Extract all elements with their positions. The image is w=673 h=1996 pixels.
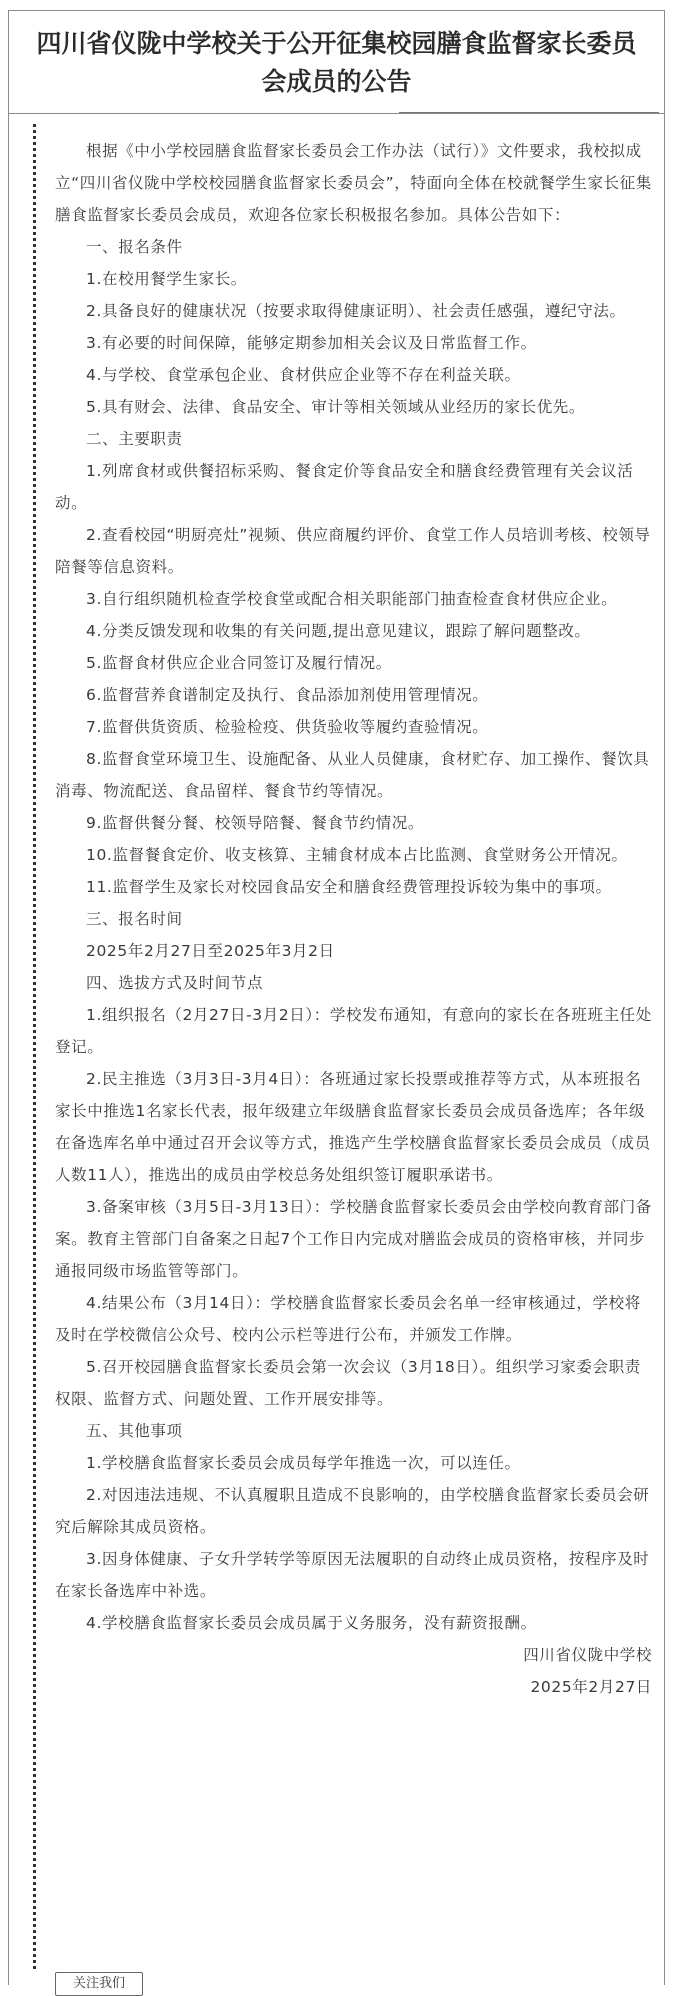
article-paragraph: 4.分类反馈发现和收集的有关问题,提出意见建议，跟踪了解问题整改。 xyxy=(86,622,591,640)
article-paragraph: 10.监督餐食定价、收支核算、主辅食材成本占比监测、食堂财务公开情况。 xyxy=(86,846,628,864)
article-paragraph: 3.有必要的时间保障，能够定期参加相关会议及日常监督工作。 xyxy=(86,334,537,352)
article-paragraph: 3.备案审核（3月5日-3月13日）：学校膳食监督家长委员会由学校向教育部门备案。教育主管部门自备案之日起7个工作日内完成对膳监会成员的资格审核，并同步通报同级市场监管等部门。 xyxy=(55,1198,652,1280)
article-paragraph: 五、其他事项 xyxy=(86,1422,183,1440)
article-paragraph: 5.具有财会、法律、食品安全、审计等相关领域从业经历的家长优先。 xyxy=(86,398,585,416)
article-paragraph: 1.组织报名（2月27日-3月2日）：学校发布通知，有意向的家长在各班班主任处登记。 xyxy=(55,1006,652,1056)
article-paragraph: 根据《中小学校园膳食监督家长委员会工作办法（试行）》文件要求，我校拟成立“四川省仪陇中学校校园膳食监督家长委员会”，特面向全体在校就餐学生家长征集膳食监督家长委员会成员，欢迎各位家长积极报名参加。具体公告如下： xyxy=(55,142,652,224)
article-paragraph: 11.监督学生及家长对校园食品安全和膳食经费管理投诉较为集中的事项。 xyxy=(86,878,612,896)
article-paragraph: 5.监督食材供应企业合同签订及履行情况。 xyxy=(86,654,392,672)
article-body xyxy=(55,135,652,1703)
title-box xyxy=(8,10,665,114)
article-paragraph: 9.监督供餐分餐、校领导陪餐、餐食节约情况。 xyxy=(86,814,424,832)
article-paragraph: 1.在校用餐学生家长。 xyxy=(86,270,247,288)
article-paragraph: 4.学校膳食监督家长委员会成员属于义务服务，没有薪资报酬。 xyxy=(86,1614,537,1632)
article-paragraph: 3.自行组织随机检查学校食堂或配合相关职能部门抽查检查食材供应企业。 xyxy=(86,590,618,608)
article-paragraph: 2.查看校园“明厨亮灶”视频、供应商履约评价、食堂工作人员培训考核、校领导陪餐等信息资料。 xyxy=(55,526,651,576)
article-paragraph: 6.监督营养食谱制定及执行、食品添加剂使用管理情况。 xyxy=(86,686,489,704)
article-paragraph: 5.召开校园膳食监督家长委员会第一次会议（3月18日）。组织学习家委会职责权限、监督方式、问题处置、工作开展安排等。 xyxy=(55,1358,641,1408)
page-title: 四川省仪陇中学校关于公开征集校园膳食监督家长委员会成员的公告 xyxy=(36,29,637,96)
dotted-divider xyxy=(33,124,36,1969)
follow-us-button[interactable]: 关注我们 xyxy=(55,1972,143,1996)
article-paragraph: 2.具备良好的健康状况（按要求取得健康证明）、社会责任感强，遵纪守法。 xyxy=(86,302,626,320)
article-paragraph: 四、选拔方式及时间节点 xyxy=(86,974,264,992)
article-paragraph: 1.学校膳食监督家长委员会成员每学年推选一次，可以连任。 xyxy=(86,1454,521,1472)
signature: 四川省仪陇中学校 xyxy=(523,1646,652,1664)
article-paragraph: 3.因身体健康、子女升学转学等原因无法履职的自动终止成员资格，按程序及时在家长备选库中补选。 xyxy=(55,1550,650,1600)
article-paragraph: 一、报名条件 xyxy=(86,238,183,256)
article-paragraph: 2.对因违法违规、不认真履职且造成不良影响的，由学校膳食监督家长委员会研究后解除其成员资格。 xyxy=(55,1486,650,1536)
article-paragraph: 7.监督供货资质、检验检疫、供货验收等履约查验情况。 xyxy=(86,718,489,736)
article-paragraph: 8.监督食堂环境卫生、设施配备、从业人员健康，食材贮存、加工操作、餐饮具消毒、物流配送、食品留样、餐食节约等情况。 xyxy=(55,750,650,800)
article-paragraph: 2.民主推选（3月3日-3月4日）：各班通过家长投票或推荐等方式，从本班报名家长中推选1名家长代表，报年级建立年级膳食监督家长委员会成员备选库；各年级在备选库名单中通过召开会议等方式，推选产生学校膳食监督家长委员会成员（成员人数11人），推选出的成员由学校总务处组织签订履职承诺书。 xyxy=(55,1070,651,1184)
article-paragraph: 2025年2月27日至2025年3月2日 xyxy=(86,942,335,960)
article-paragraph: 二、主要职责 xyxy=(86,430,183,448)
publish-date: 2025年2月27日 xyxy=(530,1678,652,1696)
article-paragraph: 三、报名时间 xyxy=(86,910,183,928)
article-paragraph: 4.结果公布（3月14日）：学校膳食监督家长委员会名单一经审核通过，学校将及时在学校微信公众号、校内公示栏等进行公布，并颁发工作牌。 xyxy=(55,1294,641,1344)
article-paragraph: 4.与学校、食堂承包企业、食材供应企业等不存在利益关联。 xyxy=(86,366,521,384)
article-paragraph: 1.列席食材或供餐招标采购、餐食定价等食品安全和膳食经费管理有关会议活动。 xyxy=(55,462,634,512)
